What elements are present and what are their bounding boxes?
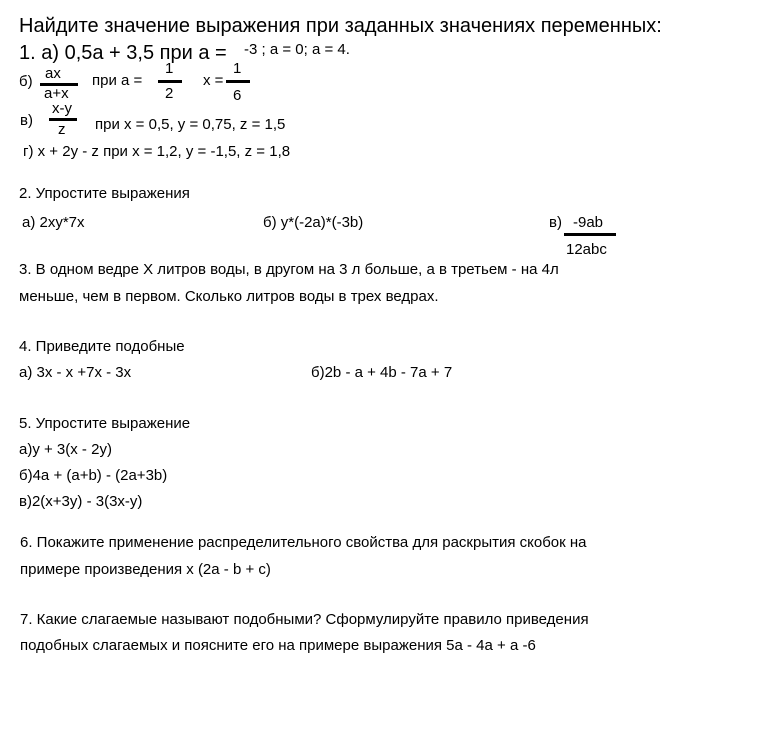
task4-b: б)2b - a + 4b - 7a + 7 — [311, 364, 453, 381]
task1-a-expression: 1. а) 0,5а + 3,5 при а = — [19, 42, 227, 64]
task4-a: а) 3х - х +7х - 3х — [19, 364, 132, 381]
task2-v-denominator: 12abc — [566, 241, 607, 258]
task7-line2: подобных слагаемых и поясните его на примере выражения 5а - 4а + а -6 — [20, 637, 536, 654]
task6-line1: 6. Покажите применение распределительного свойства для раскрытия скобок на — [20, 534, 587, 551]
task1-v-numerator: x-y — [52, 100, 72, 117]
task5-a: а)у + 3(х - 2у) — [19, 441, 112, 458]
task1-b-condition-a: при а = — [92, 72, 143, 89]
task1-v-condition: при х = 0,5, у = 0,75, z = 1,5 — [95, 116, 286, 133]
task1-v-denominator: z — [58, 121, 66, 138]
task1-a-values: -3 ; а = 0; а = 4. — [244, 41, 350, 58]
task5-b: б)4а + (а+b) - (2a+3b) — [19, 467, 168, 484]
task1-b-denominator: a+x — [44, 85, 69, 102]
task4-heading: 4. Приведите подобные — [19, 338, 185, 355]
task2-v-label: в) — [549, 214, 562, 231]
task1-b-fraction2-denominator: 6 — [233, 87, 242, 104]
task1-b-label: б) — [19, 73, 33, 90]
task1-v-label: в) — [20, 112, 33, 129]
task1-b-fraction2-bar — [226, 80, 250, 83]
task5-heading: 5. Упростите выражение — [19, 415, 191, 432]
task2-a: а) 2ху*7х — [22, 214, 85, 231]
task2-v-fraction-bar — [564, 233, 616, 236]
task1-b-condition-x: х = — [203, 72, 224, 89]
task6-line2: примере произведения х (2а - b + c) — [20, 561, 271, 578]
task1-b-numerator: ax — [45, 65, 61, 82]
task1-b-fraction1-bar — [158, 80, 182, 83]
task3-line2: меньше, чем в первом. Сколько литров воды в трех ведрах. — [19, 288, 439, 305]
task1-b-fraction2-numerator: 1 — [233, 60, 242, 77]
task5-v: в)2(х+3у) - 3(3х-у) — [19, 493, 143, 510]
task2-heading: 2. Упростите выражения — [19, 185, 190, 202]
title: Найдите значение выражения при заданных значениях переменных: — [19, 15, 662, 37]
task3-line1: 3. В одном ведре Х литров воды, в другом на 3 л больше, а в третьем - на 4л — [19, 261, 559, 278]
task2-v-numerator: -9ab — [573, 214, 604, 231]
task1-b-fraction1-numerator: 1 — [165, 60, 174, 77]
task1-g-line: г) х + 2у - z при х = 1,2, у = -1,5, z = 1,8 — [23, 143, 291, 160]
task2-b: б) у*(-2а)*(-3b) — [263, 214, 364, 231]
task7-line1: 7. Какие слагаемые называют подобными? Сформулируйте правило приведения — [20, 611, 589, 628]
task1-b-fraction1-denominator: 2 — [165, 85, 174, 102]
